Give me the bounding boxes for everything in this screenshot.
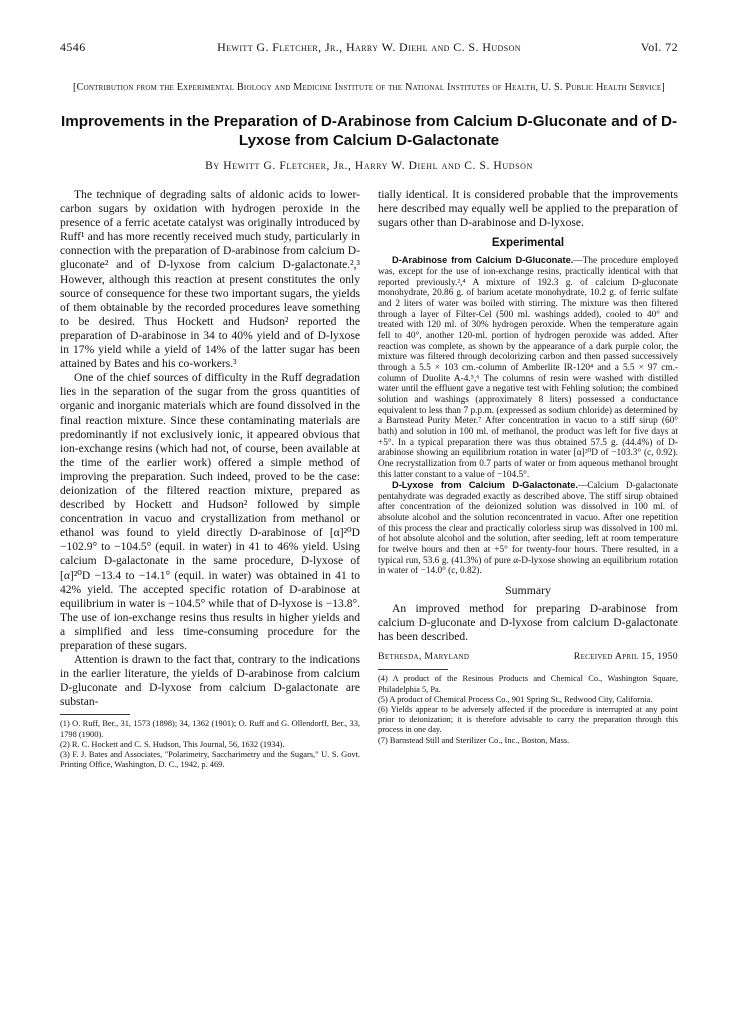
- footnote-5: (5) A product of Chemical Process Co., 901 Spring St., Redwood City, California.: [378, 694, 653, 704]
- footnote-1: (1) O. Ruff, Ber., 31, 1573 (1898); 34, 1362 (1901); O. Ruff and G. Ollendorff, Ber., 33, 1798 (1900).: [60, 719, 360, 739]
- attention-paragraph: Attention is drawn to the fact that, contrary to the indications in the earlier literature, the yields of D-arabinose from calcium D-gluconate and D-lyxose from calcium D-galactonate are substan-: [60, 654, 360, 709]
- lyxose-text: —Calcium D-galactonate pentahydrate was degraded exactly as described above. The stiff sirup obtained after concentration of the deionized solution was dissolved in 100 ml. of absolute alcohol and the solution reconcentrated in vacuo. After one repetition of this process the clear and practically colorless sirup was dissolved in 100 ml. of hot absolute alcohol and the solution, after seeding, left at room temperature for twelve hours and then at +5° for twenty-four hours. There resulted, in a typical run, 53.6 g. (41.3%) of pure α-D-lyxose showing an equilibrium rotation in water of −14.0° (c, 0.82).: [378, 481, 678, 577]
- left-column: [60, 188, 360, 770]
- intro-paragraph: The technique of degrading salts of aldonic acids to lower-carbon sugars by oxidation with hydrogen peroxide in the presence of a ferric acetate catalyst was originally introduced by Ruff¹ and has more recently received much study, particularly in connection with the preparation of D-arabinose from calcium D-gluconate² and of D-lyxose from calcium D-galactonate.²,³ However, although this reaction at present constitutes the only source of consequence for these two important sugars, the yields of them obtainable by the recorded procedures leave something to be desired. Thus Hockett and Hudson² reported the preparation of D-arabinose in 34 to 40% yield and of D-lyxose in 17% yield while a yield of 14% of the latter sugar has been attained by Bates and his co-workers.³: [60, 189, 360, 371]
- lyxose-runin: D-Lyxose from Calcium D-Galactonate.: [392, 480, 578, 491]
- arabinose-paragraph: [378, 255, 678, 480]
- footnotes-right: [378, 674, 678, 745]
- lyxose-paragraph: [378, 480, 678, 577]
- volume-label: Vol. 72: [640, 40, 678, 54]
- footnote-3: (3) F. J. Bates and Associates, "Polarimetry, Saccharimetry and the Sugars," U. S. Govt. Printing Office, Washington, D. C., 1942, p. 469.: [60, 750, 360, 770]
- continuation-paragraph: tially identical. It is considered probable that the improvements here described may equally well be applied to the preparation of sugars other than D-arabinose and D-lyxose.: [378, 189, 678, 230]
- running-authors: Hewitt G. Fletcher, Jr., Harry W. Diehl and C. S. Hudson: [217, 40, 521, 54]
- footnote-2: (2) R. C. Hockett and C. S. Hudson, This Journal, 56, 1632 (1934).: [60, 739, 285, 749]
- byline: By Hewitt G. Fletcher, Jr., Harry W. Diehl and C. S. Hudson: [205, 160, 533, 172]
- right-column: [378, 188, 678, 746]
- experimental-section: [378, 255, 678, 577]
- arabinose-runin: D-Arabinose from Calcium D-Gluconate.: [392, 255, 574, 266]
- summary-heading: Summary: [505, 583, 551, 598]
- signature-line: [378, 650, 678, 664]
- location: Bethesda, Maryland: [378, 651, 470, 663]
- summary-paragraph: An improved method for preparing D-arabinose from calcium D-gluconate and D-lyxose from calcium D-galactonate has been described.: [378, 603, 678, 644]
- footnote-rule: [60, 714, 130, 715]
- article-title: Improvements in the Preparation of D-Arabinose from Calcium D-Gluconate and of D-Lyxose from Calcium D-Galactonate: [60, 113, 677, 149]
- footnote-6: (6) Yields appear to be adversely affected if the procedure is interrupted at any point prior to deionization; it is therefore advisable to carry the preparation through this process in one day.: [378, 705, 678, 735]
- page-number: 4546: [60, 40, 86, 54]
- footnote-rule-right: [378, 669, 448, 670]
- running-header: [60, 40, 678, 56]
- footnote-7: (7) Barnstead Still and Sterilizer Co., Inc., Boston, Mass.: [378, 735, 570, 745]
- received-date: Received April 15, 1950: [573, 651, 678, 663]
- footnote-4: (4) A product of the Resinous Products and Chemical Co., Washington Square, Philadelphia 5, Pa.: [378, 674, 678, 694]
- experimental-heading: Experimental: [491, 237, 565, 250]
- method-paragraph: One of the chief sources of difficulty in the Ruff degradation lies in the separation of the sugar from the gross quantities of organic and inorganic materials which are found dissolved in the final reaction mixture. Since these contaminating materials are predominantly if not exclusively ionic, it appeared obvious that ion-exchange resins (which had not, of course, been available at the time of the earlier work) offered a simple method of improving the preparation. Such indeed, proved to be the case: deionization of the filtered reaction mixture, prepared as described by Hockett and Hudson² followed by simple concentration in vacuo and crystallization from methanol or ethanol was found to yield directly D-arabinose of [α]²⁰D −102.9° to −104.5° (equil. in water) in 41 to 46% yield. Using calcium D-galactonate in the same procedure, D-lyxose of [α]²⁰D −13.4 to −14.1° (equil. in water) was obtained in 41 to 42% yield. The accepted specific rotation of D-arabinose at equilibrium in water is −104.5° while that of D-lyxose is −13.8°. The use of ion-exchange resins thus results in higher yields and a simplified and less time-consuming procedure for the preparation of these sugars.: [60, 372, 360, 652]
- footnotes-left: [60, 719, 360, 770]
- arabinose-text: —The procedure employed was, except for the use of ion-exchange resins, practically identical with that reported previously.²,⁴ A mixture of 192.3 g. of calcium D-gluconate monohydrate, 20.86 g. of barium acetate monohydrate, 10.2 g. of ferric sulfate and 2 liters of water was boiled with stirring. The mixture was then filtered through a layer of Filter-Cel (500 ml. washings added), cooled to 40° and treated with 120 ml. of 30% hydrogen peroxide. When the temperature again fell to 40°, another 120-ml. portion of hydrogen peroxide was added. After reaction was complete, as shown by the appearance of a dark purple color, the mixture was filtered through decolorizing carbon and then passed successively through a 5.5 × 103 cm.-column of Amberlite IR-120⁴ and a 5.5 × 97 cm.-column of Duolite A-4.⁵,⁶ The columns of resin were washed with distilled water until the effluent gave a negative test with Fehling solution; the combined solution and washings (approximately 8 liters) possessed a conductance equivalent to less than 7 p.p.m. (expressed as sodium chloride) as determined by a Barnstead Purity Meter.⁷ After concentration in vacuo to a stiff sirup (60° bath) and solution in 100 ml. of methanol, the product was left for five days at +5°. In a typical preparation there was thus obtained 57.5 g. (44.4%) of D-arabinose showing an equilibrium rotation in water [α]²⁰D of −103.3° (c, 0.92). One recrystallization from 0.7 parts of water or from aqueous methanol brought this latter constant to a value of −104.5°.: [378, 256, 678, 480]
- contribution-note: [Contribution from the Experimental Biology and Medicine Institute of the National Institutes of Health, U. S. Public Health Service]: [73, 82, 665, 93]
